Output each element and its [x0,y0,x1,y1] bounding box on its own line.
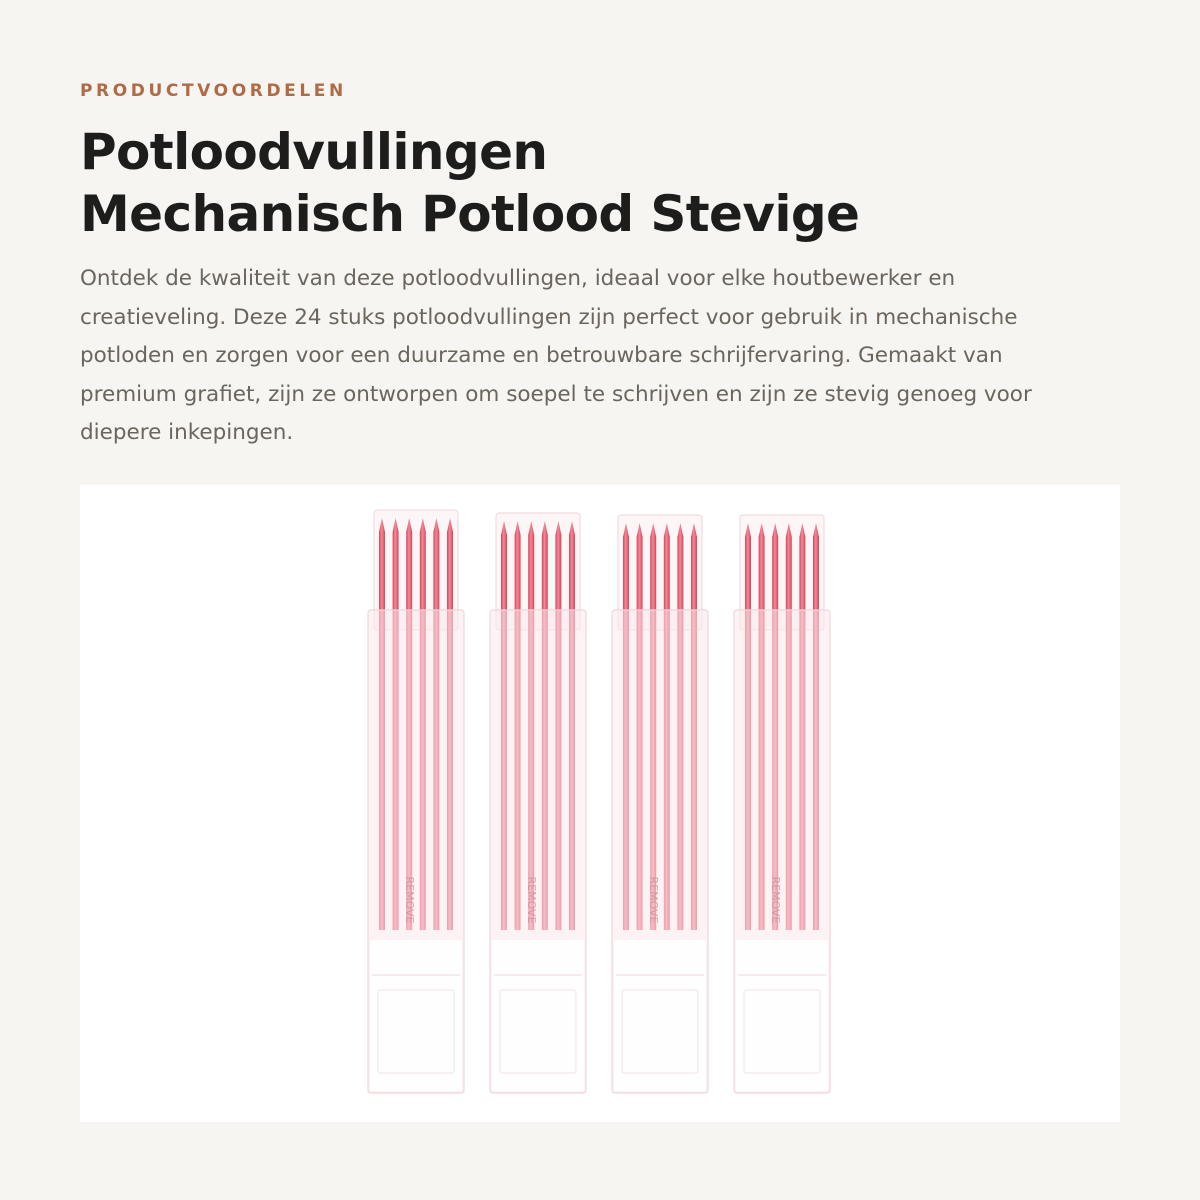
pack-label: REMOVE [525,876,538,924]
section-eyebrow: PRODUCTVOORDELEN [80,81,347,101]
description-line: potloden en zorgen voor een duurzame en betrouwbare schrijfervaring. Gemaakt van [80,343,1003,368]
pack-label: REMOVE [769,876,782,924]
pack-label: REMOVE [647,876,660,924]
description-line: diepere inkepingen. [80,420,294,445]
lead-pack [490,513,586,1093]
lead-pack [734,515,830,1093]
lead-pack [368,510,464,1093]
description-line: premium grafiet, zijn ze ontworpen om soepel te schrijven en zijn ze stevig genoeg voor [80,381,1032,407]
section-title-line: Mechanisch Potlood Stevige [80,185,860,243]
lead-pack [612,515,708,1093]
product-image [80,485,1120,1122]
section-description [80,260,1100,453]
pencil-lead-packs-illustration [80,485,1120,1122]
section-title-line: Potloodvullingen [80,123,548,181]
section-title [80,121,859,245]
pack-label: REMOVE [403,876,416,924]
description-line: Ontdek de kwaliteit van deze potloodvullingen, ideaal voor elke houtbewerker en [80,266,956,291]
description-line: creatieveling. Deze 24 stuks potloodvullingen zijn perfect voor gebruik in mechanische [80,304,1018,330]
